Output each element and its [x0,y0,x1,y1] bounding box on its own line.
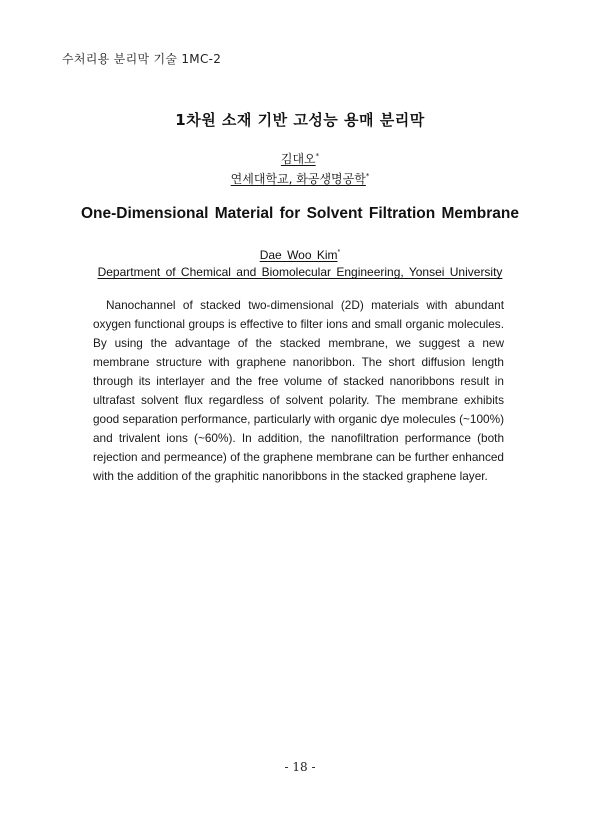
english-author-mark: * [337,249,341,256]
korean-affiliation: 연세대학교, 화공생명공학 [230,172,366,186]
english-author-line [0,248,600,262]
korean-author: 김대오 [280,152,316,166]
korean-title: 1차원 소재 기반 고성능 용매 분리막 [175,111,425,129]
korean-affiliation-line [0,170,600,187]
korean-author-line [0,150,600,167]
abstract-text: Nanochannel of stacked two-dimensional (2D) materials with abundant oxygen functional groups is effective to filter ions and small organic molecules. By using the advantage of the stacked membrane, we suggest a new membrane structure with graphene nanoribbon. The short diffusion length through its interlayer and the free volume of stacked nanoribbons result in ultrafast solvent flux regardless of solvent polarity. The membrane exhibits good separation performance, particularly with organic dye molecules (~100%) and trivalent ions (~60%). In addition, the nanofiltration performance (both rejection and permeance) of the graphene membrane can be further enhanced with the addition of the graphitic nanoribbons in the stacked graphene layer. [93,298,504,483]
english-title: One-Dimensional Material for Solvent Filtration Membrane [80,205,520,222]
english-affiliation: Department of Chemical and Biomolecular Engineering, Yonsei University [97,265,503,279]
korean-author-mark: * [315,152,320,160]
session-tag: 수처리용 분리막 기술 1MC-2 [62,52,222,66]
english-affiliation-line [0,265,600,279]
korean-affiliation-mark: * [365,172,370,180]
page-number: - 18 - [284,760,316,774]
english-author: Dae Woo Kim [259,248,338,262]
abstract [93,296,504,486]
